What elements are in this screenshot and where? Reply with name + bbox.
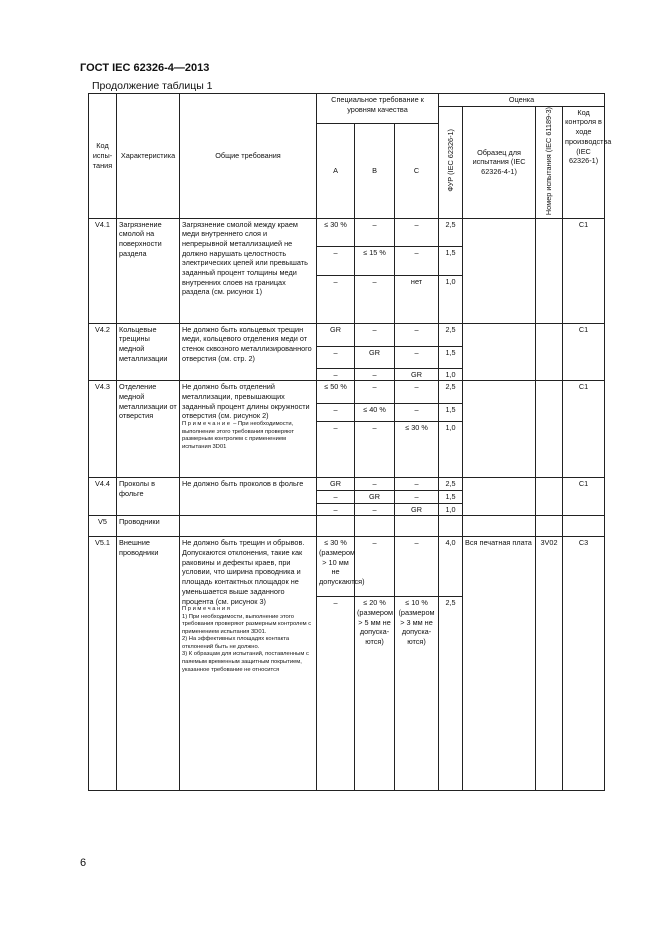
row-code: V5.1: [89, 537, 117, 791]
cell-test-number: [536, 381, 563, 478]
cell-sample: Вся печатная плата: [463, 537, 536, 791]
cell-level-b: ≤ 15 %: [355, 246, 395, 275]
cell-level-b: –: [355, 503, 395, 516]
cell-empty: [180, 516, 317, 537]
cell-fur: 2,5: [439, 478, 463, 491]
cell-sample: [463, 381, 536, 478]
cell-sample: [463, 323, 536, 381]
row-characteristic: Проколы в фольге: [117, 478, 180, 516]
table-row: [89, 516, 605, 537]
row-general-requirement: Загрязнение смолой между краем меди внутреннего слоя и непрерывной металлизацией не должно нарушать целостность электрических цепей или превышать заданный процент толщины меди внутренних слоев на границах раздела (см. рисунок 1): [180, 218, 317, 323]
cell-control-code: C3: [563, 537, 605, 791]
table-continuation-caption: Продолжение таблицы 1: [92, 80, 213, 92]
header-sample: Образец для испытания (IEC 62326-4-1): [463, 106, 536, 218]
cell-empty: [355, 516, 395, 537]
row-code: V4.2: [89, 323, 117, 381]
cell-level-a: –: [317, 404, 355, 422]
cell-fur: 1,0: [439, 422, 463, 478]
row-code: V4.3: [89, 381, 117, 478]
cell-level-c: –: [395, 404, 439, 422]
cell-fur: 1,5: [439, 346, 463, 368]
cell-fur: 1,0: [439, 503, 463, 516]
cell-sample: [463, 218, 536, 323]
page-number: 6: [80, 857, 87, 869]
cell-empty: [439, 516, 463, 537]
header-control-code: Код контроля в ходе производства (IEC 62326-1): [563, 106, 605, 218]
cell-level-a: ≤ 30 % (размером > 10 мм не допускаются): [317, 537, 355, 597]
cell-level-c: –: [395, 537, 439, 597]
note-label: Примечания: [182, 606, 232, 613]
row-characteristic: Отделение медной металлизации от отверстия: [117, 381, 180, 478]
cell-level-a: –: [317, 246, 355, 275]
cell-test-number: [536, 323, 563, 381]
cell-level-b: ≤ 20 % (размером > 5 мм не допуска-ются): [355, 597, 395, 791]
note-label: Примечание: [182, 421, 232, 428]
cell-level-c: нет: [395, 275, 439, 323]
header-code: Код испы-тания: [89, 94, 117, 219]
header-general-requirements: Общие требования: [180, 94, 317, 219]
cell-test-number: 3V02: [536, 537, 563, 791]
cell-level-b: –: [355, 275, 395, 323]
table-row: [89, 218, 605, 246]
cell-fur: 4,0: [439, 537, 463, 597]
document-title: ГОСТ IEC 62326-4—2013: [80, 62, 210, 74]
header-evaluation: Оценка: [439, 94, 605, 107]
cell-empty: [463, 516, 536, 537]
cell-level-a: –: [317, 503, 355, 516]
cell-empty: [536, 516, 563, 537]
row-general-requirement: Не должно быть проколов в фольге: [180, 478, 317, 516]
cell-level-b: –: [355, 478, 395, 491]
cell-level-a: GR: [317, 323, 355, 346]
general-requirement-text: Не должно быть трещин и обрывов. Допускаются отклонения, такие как раковины и дефекты краев, при условии, что ширина проводника и площадь контактных площадок не уменьшается выше заданного процента (см. рисунок 3): [182, 538, 305, 606]
cell-level-b: –: [355, 323, 395, 346]
cell-fur: 1,5: [439, 246, 463, 275]
header-fur: ФУР (IEC 62326-1): [439, 106, 463, 218]
cell-test-number: [536, 478, 563, 516]
cell-fur: 2,5: [439, 597, 463, 791]
cell-control-code: C1: [563, 323, 605, 381]
row-general-requirement: [180, 381, 317, 478]
cell-fur: 2,5: [439, 218, 463, 246]
table-row: [89, 381, 605, 404]
cell-level-b: –: [355, 537, 395, 597]
cell-level-b: GR: [355, 346, 395, 368]
cell-level-b: –: [355, 368, 395, 381]
header-special-requirement: Специальное требование к уровням качества: [317, 94, 439, 124]
cell-fur: 2,5: [439, 323, 463, 346]
row-code: V5: [89, 516, 117, 537]
requirements-table: [88, 93, 612, 791]
cell-level-c: –: [395, 490, 439, 503]
header-level-c: C: [395, 123, 439, 218]
note-block: [182, 421, 314, 451]
note-item: 2) На эффективных площадях контакта отклонений быть не должно.: [182, 636, 290, 650]
cell-level-a: –: [317, 346, 355, 368]
cell-level-c: –: [395, 381, 439, 404]
note-block: [182, 606, 314, 674]
row-code: V4.4: [89, 478, 117, 516]
row-code: V4.1: [89, 218, 117, 323]
cell-control-code: C1: [563, 381, 605, 478]
row-general-requirement: [180, 537, 317, 791]
cell-level-b: ≤ 40 %: [355, 404, 395, 422]
header-level-b: B: [355, 123, 395, 218]
cell-level-b: –: [355, 381, 395, 404]
header-level-a: A: [317, 123, 355, 218]
cell-fur: 1,5: [439, 404, 463, 422]
cell-empty: [563, 516, 605, 537]
header-test-number: Номер испытания (IEC 61189-3): [536, 106, 563, 218]
cell-level-a: –: [317, 422, 355, 478]
row-characteristic: Загрязнение смолой на поверхности раздела: [117, 218, 180, 323]
cell-level-b: –: [355, 218, 395, 246]
cell-sample: [463, 478, 536, 516]
cell-fur: 1,0: [439, 368, 463, 381]
cell-level-b: GR: [355, 490, 395, 503]
cell-level-c: GR: [395, 503, 439, 516]
note-item: 3) К образцам для испытаний, поставленным с паяемым временным защитным покрытием, указанное требование не относится: [182, 651, 309, 673]
table-row: [89, 537, 605, 597]
cell-level-c: ≤ 10 % (размером > 3 мм не допуска-ются): [395, 597, 439, 791]
cell-level-b: –: [355, 422, 395, 478]
cell-level-c: –: [395, 478, 439, 491]
table-row: [89, 323, 605, 346]
cell-level-c: –: [395, 323, 439, 346]
row-general-requirement: Не должно быть кольцевых трещин меди, кольцевого отделения меди от стенок сквозного металлизированного отверстия (см. стр. 2): [180, 323, 317, 381]
row-characteristic: Проводники: [117, 516, 180, 537]
cell-level-a: ≤ 30 %: [317, 218, 355, 246]
note-item: 1) При необходимости, выполнение этого требования проверяют размерным контролем с применением испытания 3D01.: [182, 613, 312, 635]
table-row: [89, 478, 605, 491]
cell-fur: 2,5: [439, 381, 463, 404]
note-text: – При необходимости, выполнение этого требования проверяют размерным контролем с применением испытания 3D01: [182, 421, 295, 450]
cell-level-c: GR: [395, 368, 439, 381]
cell-level-c: –: [395, 346, 439, 368]
cell-test-number: [536, 218, 563, 323]
cell-control-code: C1: [563, 478, 605, 516]
cell-level-a: ≤ 50 %: [317, 381, 355, 404]
cell-empty: [395, 516, 439, 537]
cell-level-a: –: [317, 597, 355, 791]
row-characteristic: Кольцевые трещины медной металлизации: [117, 323, 180, 381]
general-requirement-text: Не должно быть отделений металлизации, превышающих заданный процент длины окружности отверстия (см. рисунок 2): [182, 382, 310, 421]
cell-fur: 1,0: [439, 275, 463, 323]
cell-level-c: –: [395, 218, 439, 246]
cell-level-c: ≤ 30 %: [395, 422, 439, 478]
cell-level-c: –: [395, 246, 439, 275]
cell-fur: 1,5: [439, 490, 463, 503]
header-characteristic: Характеристика: [117, 94, 180, 219]
cell-empty: [317, 516, 355, 537]
cell-level-a: GR: [317, 478, 355, 491]
cell-level-a: –: [317, 275, 355, 323]
row-characteristic: Внешние проводники: [117, 537, 180, 791]
cell-control-code: C1: [563, 218, 605, 323]
cell-level-a: –: [317, 368, 355, 381]
cell-level-a: –: [317, 490, 355, 503]
